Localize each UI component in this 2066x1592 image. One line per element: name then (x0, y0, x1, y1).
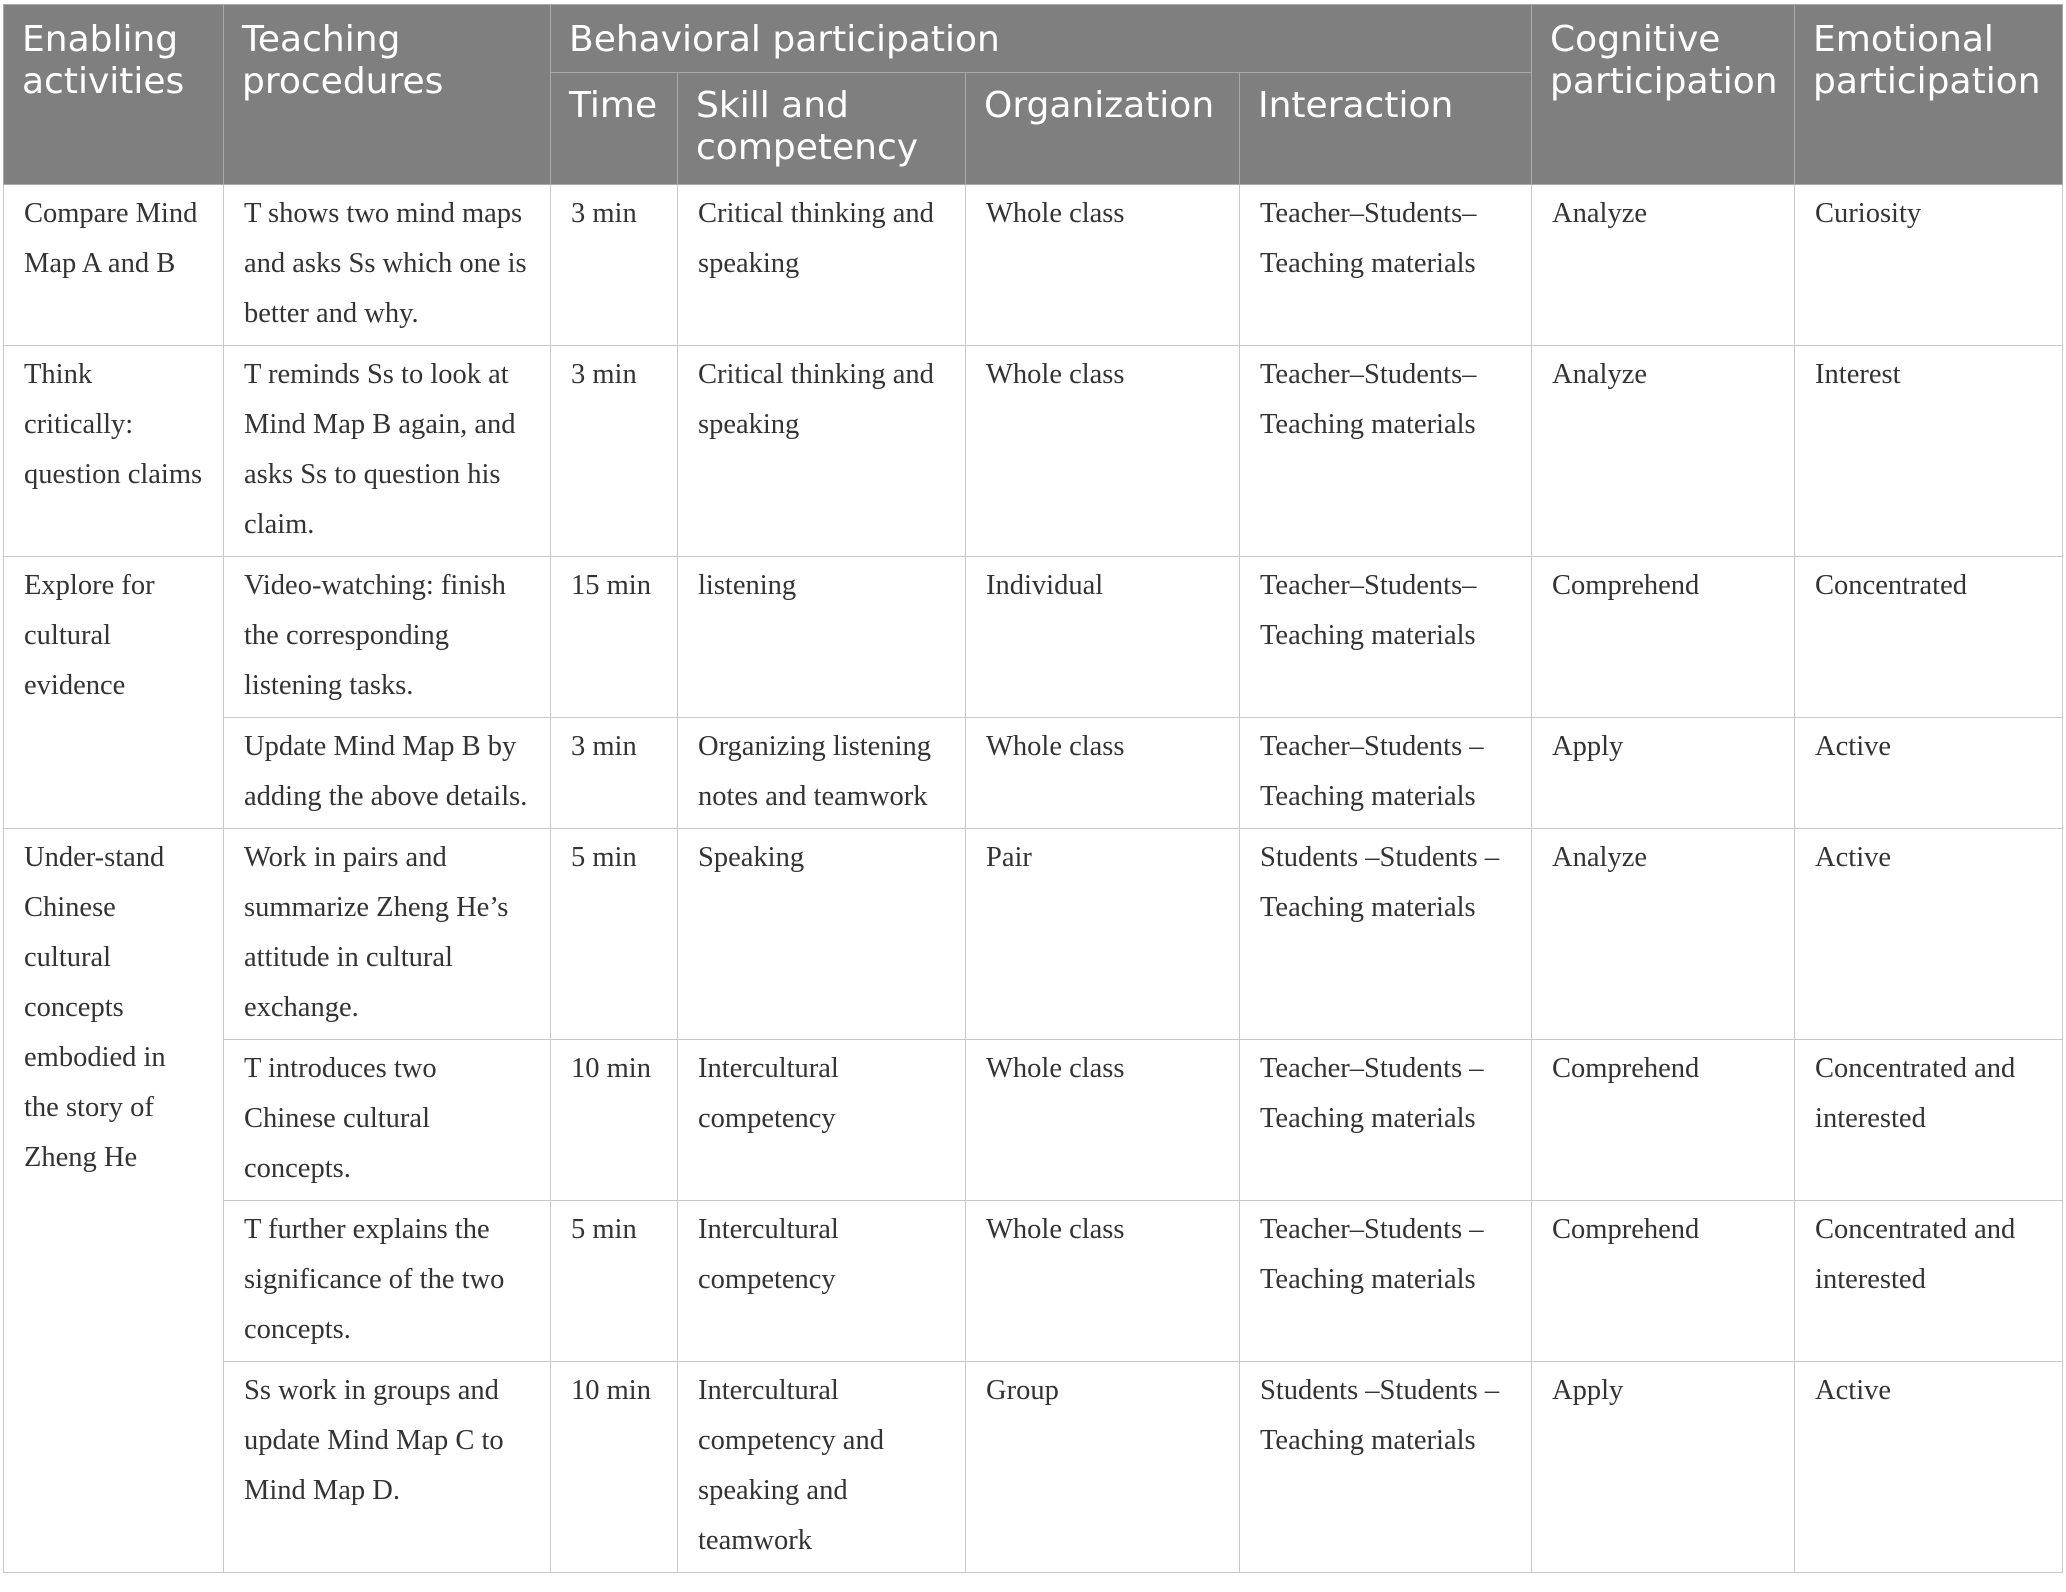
lesson-plan-table (3, 4, 2063, 1573)
cell-skill: listening (678, 557, 966, 718)
cell-time: 3 min (551, 346, 678, 557)
cell-time: 15 min (551, 557, 678, 718)
cell-cognitive: Comprehend (1532, 1201, 1795, 1362)
cell-organization: Pair (966, 829, 1240, 1040)
cell-activity: Explore for cultural evidence (4, 557, 224, 829)
cell-interaction: Teacher–Students – Teaching materials (1240, 718, 1532, 829)
cell-interaction: Teacher–Students – Teaching materials (1240, 1201, 1532, 1362)
cell-time: 3 min (551, 185, 678, 346)
cell-organization: Individual (966, 557, 1240, 718)
table-row (4, 829, 2063, 1040)
cell-organization: Group (966, 1362, 1240, 1573)
header-behavioral-participation: Behavioral participation (551, 5, 1532, 73)
cell-organization: Whole class (966, 1201, 1240, 1362)
table-body (4, 185, 2063, 1573)
table-row (4, 718, 2063, 829)
cell-emotional: Concentrated (1795, 557, 2063, 718)
cell-organization: Whole class (966, 185, 1240, 346)
cell-procedure: T shows two mind maps and asks Ss which one is better and why. (224, 185, 551, 346)
header-skill-and-competency: Skill and competency (678, 73, 966, 185)
header-teaching-procedures: Teaching procedures (224, 5, 551, 185)
cell-activity: Think critically: question claims (4, 346, 224, 557)
cell-procedure: Ss work in groups and update Mind Map C to Mind Map D. (224, 1362, 551, 1573)
cell-skill: Critical thinking and speaking (678, 185, 966, 346)
cell-cognitive: Apply (1532, 1362, 1795, 1573)
cell-cognitive: Comprehend (1532, 557, 1795, 718)
cell-procedure: Video-watching: finish the corresponding listening tasks. (224, 557, 551, 718)
header-emotional-participation: Emotional participation (1795, 5, 2063, 185)
cell-skill: Speaking (678, 829, 966, 1040)
cell-organization: Whole class (966, 718, 1240, 829)
header-interaction: Interaction (1240, 73, 1532, 185)
cell-organization: Whole class (966, 346, 1240, 557)
cell-skill: Intercultural competency and speaking and teamwork (678, 1362, 966, 1573)
header-time: Time (551, 73, 678, 185)
cell-activity: Compare Mind Map A and B (4, 185, 224, 346)
cell-emotional: Interest (1795, 346, 2063, 557)
table-row (4, 557, 2063, 718)
cell-skill: Intercultural competency (678, 1201, 966, 1362)
cell-interaction: Teacher–Students – Teaching materials (1240, 1040, 1532, 1201)
cell-interaction: Students –Students – Teaching materials (1240, 829, 1532, 1040)
cell-emotional: Curiosity (1795, 185, 2063, 346)
cell-organization: Whole class (966, 1040, 1240, 1201)
cell-cognitive: Analyze (1532, 185, 1795, 346)
cell-cognitive: Comprehend (1532, 1040, 1795, 1201)
table-row (4, 1201, 2063, 1362)
header-organization: Organization (966, 73, 1240, 185)
table-header (4, 5, 2063, 185)
cell-cognitive: Analyze (1532, 829, 1795, 1040)
table-row (4, 1362, 2063, 1573)
cell-emotional: Concentrated and interested (1795, 1201, 2063, 1362)
table-row (4, 185, 2063, 346)
cell-time: 3 min (551, 718, 678, 829)
cell-procedure: Update Mind Map B by adding the above details. (224, 718, 551, 829)
cell-emotional: Active (1795, 829, 2063, 1040)
cell-interaction: Teacher–Students–Teaching materials (1240, 185, 1532, 346)
cell-procedure: Work in pairs and summarize Zheng He’s attitude in cultural exchange. (224, 829, 551, 1040)
cell-emotional: Concentrated and interested (1795, 1040, 2063, 1201)
cell-time: 5 min (551, 1201, 678, 1362)
cell-activity: Under-stand Chinese cultural concepts embodied in the story of Zheng He (4, 829, 224, 1573)
cell-interaction: Teacher–Students–Teaching materials (1240, 346, 1532, 557)
cell-skill: Critical thinking and speaking (678, 346, 966, 557)
header-enabling-activities: Enabling activities (4, 5, 224, 185)
cell-skill: Organizing listening notes and teamwork (678, 718, 966, 829)
cell-cognitive: Analyze (1532, 346, 1795, 557)
cell-skill: Intercultural competency (678, 1040, 966, 1201)
cell-procedure: T further explains the significance of the two concepts. (224, 1201, 551, 1362)
cell-interaction: Students –Students – Teaching materials (1240, 1362, 1532, 1573)
cell-procedure: T introduces two Chinese cultural concepts. (224, 1040, 551, 1201)
table-row (4, 346, 2063, 557)
cell-time: 10 min (551, 1040, 678, 1201)
cell-emotional: Active (1795, 1362, 2063, 1573)
header-cognitive-participation: Cognitive participation (1532, 5, 1795, 185)
table-row (4, 1040, 2063, 1201)
cell-emotional: Active (1795, 718, 2063, 829)
cell-time: 10 min (551, 1362, 678, 1573)
cell-procedure: T reminds Ss to look at Mind Map B again, and asks Ss to question his claim. (224, 346, 551, 557)
cell-interaction: Teacher–Students–Teaching materials (1240, 557, 1532, 718)
cell-time: 5 min (551, 829, 678, 1040)
cell-cognitive: Apply (1532, 718, 1795, 829)
